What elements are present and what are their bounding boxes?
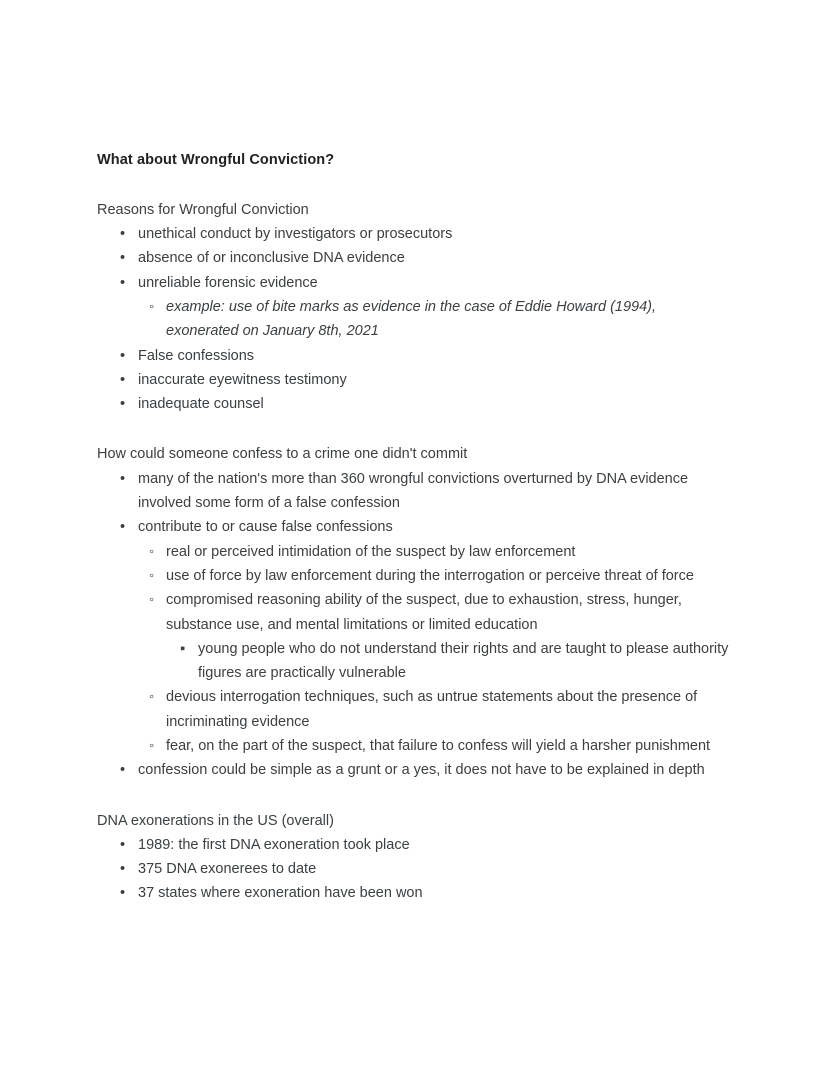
list-item-text: • 1989: the first DNA exoneration took place bbox=[138, 833, 731, 857]
list-item bbox=[138, 734, 731, 758]
list-item bbox=[97, 758, 731, 782]
section-heading: Reasons for Wrongful Conviction bbox=[97, 201, 309, 218]
list-item bbox=[97, 857, 731, 881]
list-item bbox=[138, 588, 731, 685]
document-section bbox=[97, 809, 731, 906]
list-item bbox=[166, 637, 731, 686]
list-item bbox=[97, 515, 731, 758]
list-item-text: • contribute to or cause false confessions bbox=[138, 515, 731, 539]
list-item bbox=[97, 392, 731, 416]
list-item bbox=[138, 295, 731, 344]
bullet-list-level-2 bbox=[138, 540, 731, 759]
page-title: What about Wrongful Conviction? bbox=[97, 152, 335, 168]
list-item bbox=[97, 344, 731, 368]
list-item bbox=[97, 467, 731, 516]
list-item-text: • 37 states where exoneration have been won bbox=[138, 881, 731, 905]
list-item-text: • many of the nation's more than 360 wrongful convictions overturned by DNA evidence involved some form of a false confession bbox=[138, 467, 731, 516]
list-item-text: • inaccurate eyewitness testimony bbox=[138, 368, 731, 392]
list-item bbox=[138, 564, 731, 588]
bullet-list-level-1 bbox=[97, 467, 731, 783]
list-item-text: ◦ example: use of bite marks as evidence in the case of Eddie Howard (1994), exonerated on January 8th, 2021 bbox=[166, 295, 731, 344]
list-item bbox=[138, 540, 731, 564]
document-section bbox=[97, 198, 731, 417]
bullet-list-level-2 bbox=[138, 295, 731, 344]
list-item-text: ▪ young people who do not understand their rights and are taught to please authority figures are practically vulnerable bbox=[198, 637, 731, 686]
list-item bbox=[138, 685, 731, 734]
list-item-text: ◦ real or perceived intimidation of the suspect by law enforcement bbox=[166, 540, 731, 564]
bullet-list-level-1 bbox=[97, 222, 731, 416]
title-spacer bbox=[97, 172, 731, 198]
section-spacer bbox=[97, 783, 731, 809]
list-item-text: ◦ compromised reasoning ability of the suspect, due to exhaustion, stress, hunger, substance use, and mental limitations or limited education bbox=[166, 588, 731, 637]
list-item-text: • confession could be simple as a grunt or a yes, it does not have to be explained in depth bbox=[138, 758, 731, 782]
list-item-text: • inadequate counsel bbox=[138, 392, 731, 416]
list-item bbox=[97, 246, 731, 270]
list-item bbox=[97, 222, 731, 246]
section-heading: DNA exonerations in the US (overall) bbox=[97, 812, 334, 829]
list-item-text: ◦ devious interrogation techniques, such as untrue statements about the presence of incriminating evidence bbox=[166, 685, 731, 734]
list-item-text: • absence of or inconclusive DNA evidence bbox=[138, 246, 731, 270]
bullet-list-level-3 bbox=[166, 637, 731, 686]
list-item bbox=[97, 368, 731, 392]
list-item bbox=[97, 271, 731, 344]
section-spacer bbox=[97, 416, 731, 442]
list-item-text: • unethical conduct by investigators or prosecutors bbox=[138, 222, 731, 246]
document-body bbox=[97, 198, 731, 906]
list-item bbox=[97, 881, 731, 905]
list-item-text: • unreliable forensic evidence bbox=[138, 271, 731, 295]
list-item bbox=[97, 833, 731, 857]
document-section bbox=[97, 442, 731, 782]
list-item-text: ◦ use of force by law enforcement during the interrogation or perceive threat of force bbox=[166, 564, 731, 588]
bullet-list-level-1 bbox=[97, 833, 731, 906]
list-item-text: ◦ fear, on the part of the suspect, that failure to confess will yield a harsher punishment bbox=[166, 734, 731, 758]
section-heading: How could someone confess to a crime one didn't commit bbox=[97, 446, 468, 463]
list-item-text: • 375 DNA exonerees to date bbox=[138, 857, 731, 881]
list-item-text: • False confessions bbox=[138, 344, 731, 368]
